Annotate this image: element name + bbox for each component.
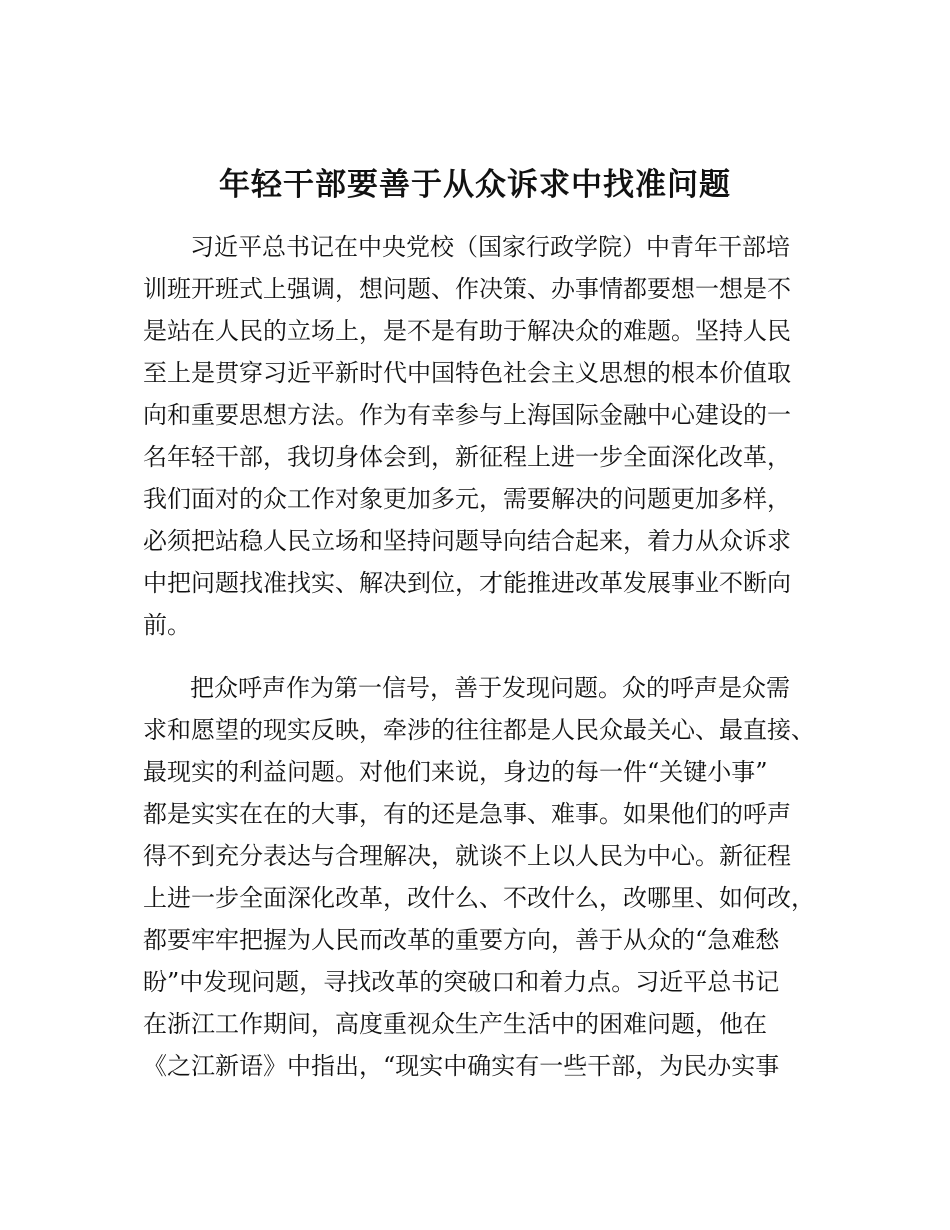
paragraph-2-line: 在浙江工作期间，高度重视众生产生活中的困难问题，他在 — [143, 1010, 767, 1038]
paragraph-1-line: 必须把站稳人民立场和坚持问题导向结合起来，着力从众诉求 — [143, 527, 791, 555]
paragraph-1-line: 前。 — [143, 611, 191, 639]
paragraph-2-line: 最现实的利益问题。对他们来说，身边的每一件“关键小事” — [143, 758, 768, 786]
paragraph-1-line: 习近平总书记在中央党校（国家行政学院）中青年干部培 — [190, 233, 790, 261]
paragraph-2-line: 都是实实在在的大事，有的还是急事、难事。如果他们的呼声 — [143, 800, 791, 828]
paragraph-1-line: 名年轻干部，我切身体会到，新征程上进一步全面深化改革， — [143, 443, 791, 471]
paragraph-2-line: 把众呼声作为第一信号，善于发现问题。众的呼声是众需 — [190, 674, 790, 702]
paragraph-2-line: 盼”中发现问题，寻找改革的突破口和着力点。习近平总书记 — [143, 968, 780, 996]
paragraph-2-line: 求和愿望的现实反映，牵涉的往往都是人民众最关心、最直接、 — [143, 716, 815, 744]
document-title: 年轻干部要善于从众诉求中找准问题 — [219, 167, 731, 203]
paragraph-1-line: 中把问题找准找实、解决到位，才能推进改革发展事业不断向 — [143, 569, 791, 597]
paragraph-1-line: 我们面对的众工作对象更加多元，需要解决的问题更加多样， — [143, 485, 791, 513]
paragraph-2-line: 都要牢牢把握为人民而改革的重要方向，善于从众的“急难愁 — [143, 926, 780, 954]
paragraph-2-line: 《之江新语》中指出，“现实中确实有一些干部，为民办实事 — [143, 1052, 780, 1080]
paragraph-2-line: 得不到充分表达与合理解决，就谈不上以人民为中心。新征程 — [143, 842, 791, 870]
paragraph-2-line: 上进一步全面深化改革，改什么、不改什么，改哪里、如何改， — [143, 884, 815, 912]
paragraph-1-line: 向和重要思想方法。作为有幸参与上海国际金融中心建设的一 — [143, 401, 791, 429]
paragraph-1-line: 至上是贯穿习近平新时代中国特色社会主义思想的根本价值取 — [143, 359, 791, 387]
paragraph-1-line: 训班开班式上强调，想问题、作决策、办事情都要想一想是不 — [143, 275, 791, 303]
paragraph-1-line: 是站在人民的立场上，是不是有助于解决众的难题。坚持人民 — [143, 317, 791, 345]
